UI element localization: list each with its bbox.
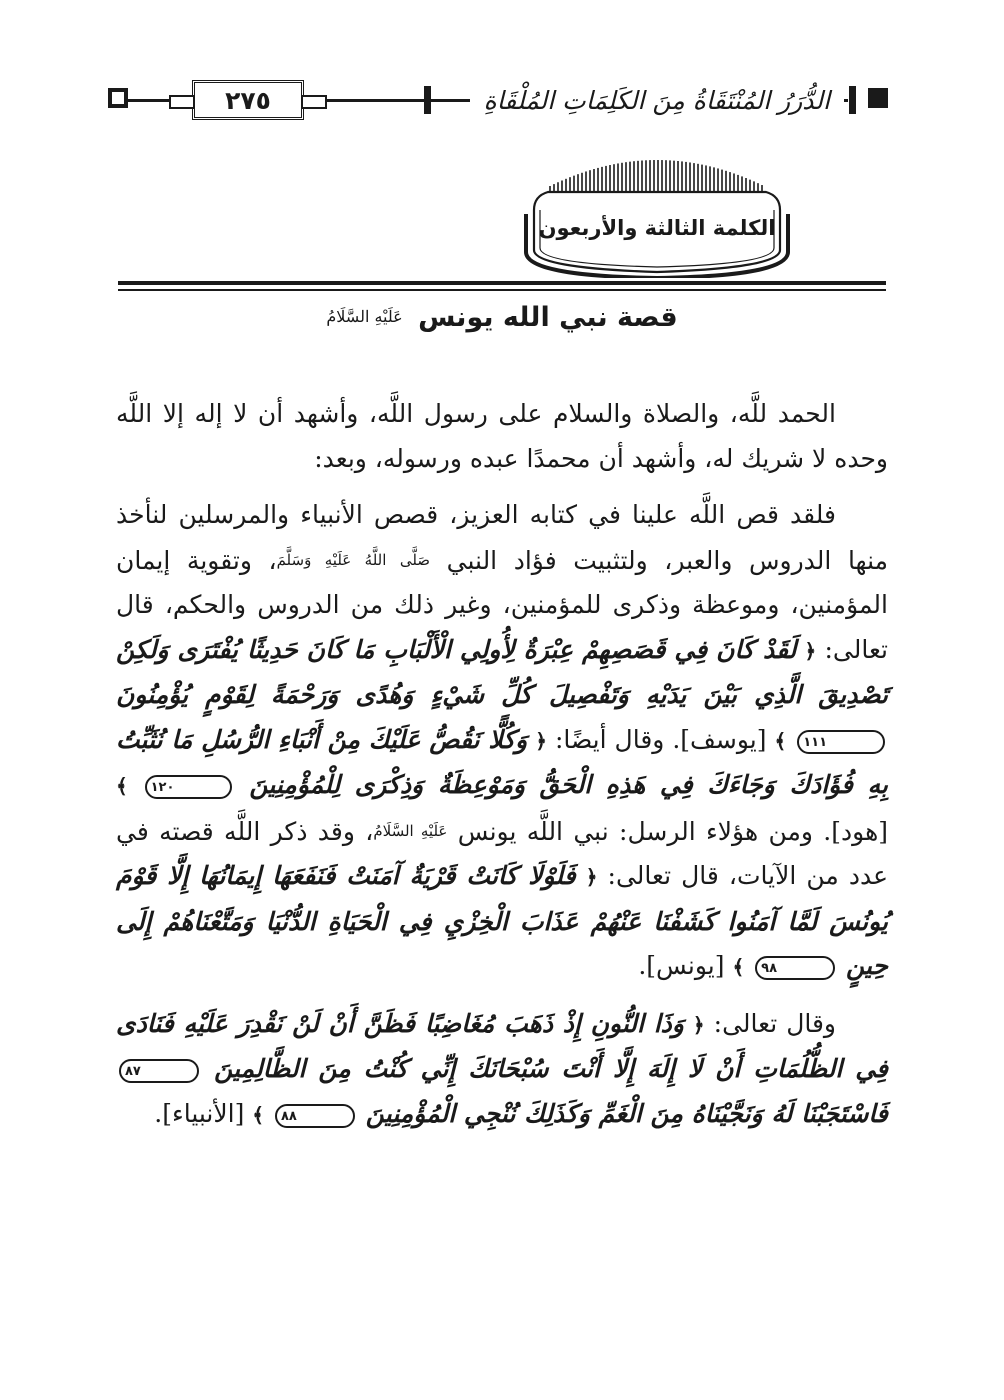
story-title-text: قصة نبي الله يونس [418, 302, 678, 333]
quran-verse-yunus-98: فَلَوْلَا كَانَتْ قَرْيَةٌ آمَنَتْ فَنَفَعَهَا إِيمَانُهَا إِلَّا قَوْمَ يُونُسَ لَمَّا آمَنُوا كَشَفْنَا عَنْهُمْ عَذَابَ الْخِزْيِ فِي الْحَيَاةِ الدُّنْيَا وَمَتَّعْنَاهُمْ إِلَى حِينٍ [116, 861, 888, 980]
page-number: ٢٧٥ [225, 85, 271, 115]
page-body [116, 392, 888, 1137]
quran-bracket-close: ﴾ [252, 1102, 264, 1127]
quran-verse-anbiya-88: فَاسْتَجَبْنَا لَهُ وَنَجَّيْنَاهُ مِنَ الْغَمِّ وَكَذَلِكَ نُنْجِي الْمُؤْمِنِينَ [365, 1098, 888, 1128]
running-header [108, 78, 888, 124]
verse-number-marker: ١١١ [797, 730, 885, 754]
verse-number-marker: ٨٨ [275, 1104, 355, 1128]
verse-number-marker: ٨٧ [119, 1059, 199, 1083]
text-run: . ومن هؤلاء الرسل: نبي اللَّه يونس [457, 816, 832, 846]
surah-reference: [هود] [831, 816, 889, 846]
header-bar-ornament-left [424, 86, 431, 114]
section-rule-thick [118, 281, 886, 285]
quran-bracket-close: ﴾ [116, 774, 128, 798]
book-title: الدُّرَرُ المُنْتَقَاةُ مِنَ الكَلِمَاتِ المُلْقَاةِ [470, 78, 844, 124]
text-run: فلقد قص اللَّه علينا في كتابه العزيز، قصص الأنبياء والمرسلين لنأخذ منها الدروس والعبر، ولتثبيت فؤاد النبي [116, 500, 889, 575]
text-run: . [638, 951, 647, 980]
quran-bracket-open: ﴿ [535, 728, 547, 753]
paragraph-dhul-nun [116, 1002, 888, 1138]
quran-bracket-open: ﴿ [804, 638, 817, 663]
text-run: . [154, 1098, 163, 1128]
text-run: ، وتقوية إيمان المؤمنين، وموعظة وذكرى للمؤمنين، وغير ذلك من الدروس والحكم، قال تعالى: [116, 545, 888, 664]
salam-glyph: عَلَيْهِ السَّلَامُ [373, 821, 448, 840]
quran-bracket-close: ﴾ [774, 728, 787, 753]
story-title [118, 302, 886, 333]
salawat-glyph: صَلَّى اللَّهُ عَلَيْهِ وَسَلَّمَ [276, 550, 431, 569]
quran-bracket-close: ﴾ [732, 955, 745, 979]
surah-reference: [يوسف] [680, 724, 767, 754]
text-run: وقال تعالى: [713, 1008, 837, 1038]
verse-number-marker: ٩٨ [755, 956, 835, 980]
square-outline-ornament [108, 88, 128, 108]
text-run: ، وقد ذكر اللَّه قصته في عدد من الآيات، قال تعالى: [116, 816, 888, 890]
quran-bracket-open: ﴿ [585, 865, 598, 889]
square-filled-ornament [868, 88, 888, 108]
quran-verse-hud-120: وَكُلًّا نَقُصُّ عَلَيْكَ مِنْ أَنْبَاءِ الرُّسُلِ مَا نُثَبِّتُ بِهِ فُؤَادَكَ وَجَاءَكَ فِي هَذِهِ الْحَقُّ وَمَوْعِظَةٌ وَذِكْرَى لِلْمُؤْمِنِينَ [116, 724, 888, 799]
chapter-cartouche [520, 156, 794, 278]
page-number-frame [192, 80, 304, 120]
quran-bracket-open: ﴿ [692, 1012, 705, 1037]
chapter-title: الكلمة الثالثة والأربعون [538, 216, 776, 240]
paragraph-prophets-stories [116, 493, 888, 990]
honorific-glyph: عَلَيْهِ السَّلَامُ [326, 307, 403, 326]
surah-reference: [الأنبياء] [162, 1098, 245, 1128]
quran-verse-yusuf-111: لَقَدْ كَانَ فِي قَصَصِهِمْ عِبْرَةٌ لِأُولِي الْأَلْبَابِ مَا كَانَ حَدِيثًا يُفْتَرَى وَلَكِنْ تَصْدِيقَ الَّذِي بَيْنَ يَدَيْهِ وَتَفْصِيلَ كُلِّ شَيْءٍ وَهُدًى وَرَحْمَةً لِقَوْمٍ يُؤْمِنُونَ [116, 634, 888, 709]
section-rule-thin [118, 289, 886, 291]
paragraph-opening: الحمد للَّه، والصلاة والسلام على رسول اللَّه، وأشهد أن لا إله إلا اللَّه وحده لا شريك له، وأشهد أن محمدًا عبده ورسوله، وبعد: [116, 399, 888, 473]
quran-verse-anbiya-87: وَذَا النُّونِ إِذْ ذَهَبَ مُغَاضِبًا فَظَنَّ أَنْ لَنْ نَقْدِرَ عَلَيْهِ فَنَادَى فِي الظُّلُمَاتِ أَنْ لَا إِلَهَ إِلَّا أَنْتَ سُبْحَانَكَ إِنِّي كُنْتُ مِنَ الظَّالِمِينَ [116, 1008, 888, 1083]
surah-reference: [يونس] [646, 951, 725, 980]
header-bar-ornament-right [849, 86, 856, 114]
verse-number-marker: ١٢٠ [145, 775, 233, 799]
text-run: . وقال أيضًا: [554, 724, 681, 754]
